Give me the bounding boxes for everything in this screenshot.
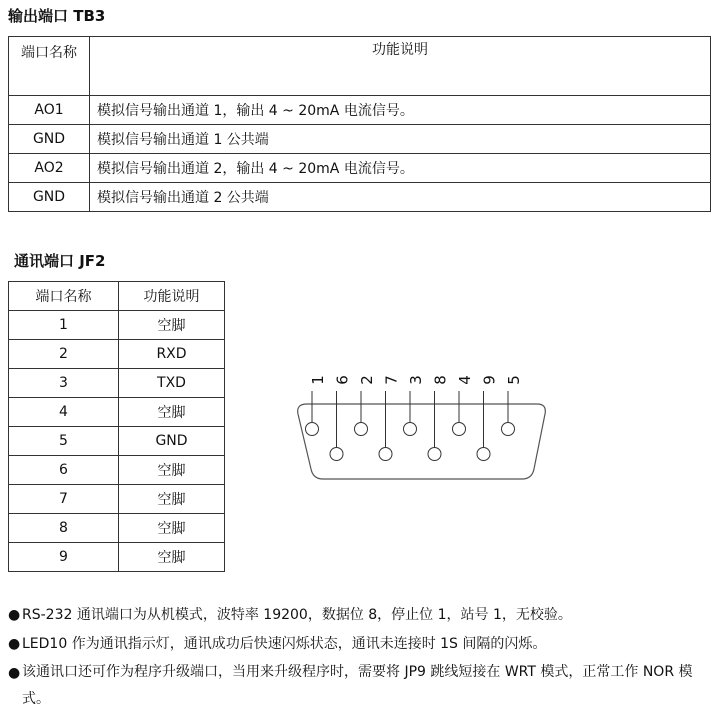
pin-number-cell: 1: [9, 311, 119, 340]
port-name-cell: AO2: [9, 154, 90, 183]
list-item: [8, 630, 714, 659]
pin-function-cell: RXD: [119, 340, 225, 369]
table-row: [9, 183, 711, 212]
table-row: [9, 485, 225, 514]
note-text: 该通讯口还可作为程序升级端口，当用来升级程序时，需要将 JP9 跳线短接在 WRT 模式，正常工作 NOR 模式。: [22, 664, 693, 707]
table-row: [9, 125, 711, 154]
port-name-cell: AO1: [9, 96, 90, 125]
table-row: [9, 96, 711, 125]
pin-function-cell: 空脚: [119, 398, 225, 427]
pin-hole: [355, 423, 368, 436]
pin-function-cell: 空脚: [119, 543, 225, 572]
pin-hole: [404, 423, 417, 436]
pin-number-cell: 4: [9, 398, 119, 427]
table-row: [9, 398, 225, 427]
pin-function-cell: TXD: [119, 369, 225, 398]
notes-list: [8, 601, 714, 713]
table-row: [9, 154, 711, 183]
list-item: [8, 601, 714, 630]
column-header-port-name: 端口名称: [9, 282, 119, 311]
tb3-title: 输出端口 TB3: [8, 7, 106, 25]
column-header-port-name: 端口名称: [9, 37, 90, 96]
pin-number-cell: 5: [9, 427, 119, 456]
pin-label: 9: [480, 375, 499, 385]
pin-number-cell: 7: [9, 485, 119, 514]
note-text: RS-232 通讯端口为从机模式，波特率 19200，数据位 8，停止位 1，站号 1，无校验。: [22, 607, 572, 623]
table-row: [9, 311, 225, 340]
pin-hole: [453, 423, 466, 436]
pin-number-cell: 2: [9, 340, 119, 369]
pin-function-cell: GND: [119, 427, 225, 456]
column-header-function: 功能说明: [119, 282, 225, 311]
pin-number-cell: 8: [9, 514, 119, 543]
pin-label: 6: [333, 375, 352, 385]
pin-function-cell: 空脚: [119, 311, 225, 340]
function-cell: 模拟信号输出通道 1 公共端: [90, 125, 711, 154]
table-header-row: [9, 37, 711, 96]
pin-label: 8: [431, 375, 450, 385]
table-row: [9, 369, 225, 398]
pin-number-cell: 6: [9, 456, 119, 485]
table-row: [9, 543, 225, 572]
column-header-function: 功能说明: [90, 37, 711, 96]
jf2-title: 通讯端口 JF2: [14, 252, 106, 270]
pin-function-cell: 空脚: [119, 485, 225, 514]
pin-hole: [502, 423, 515, 436]
pin-function-cell: 空脚: [119, 514, 225, 543]
pin-hole: [306, 423, 319, 436]
jf2-table: [8, 281, 225, 572]
port-name-cell: GND: [9, 125, 90, 154]
pin-function-cell: 空脚: [119, 456, 225, 485]
function-cell: 模拟信号输出通道 2，输出 4 ~ 20mA 电流信号。: [90, 154, 711, 183]
table-row: [9, 340, 225, 369]
function-cell: 模拟信号输出通道 1，输出 4 ~ 20mA 电流信号。: [90, 96, 711, 125]
table-row: [9, 514, 225, 543]
tb3-table: [8, 36, 711, 212]
pin-hole: [330, 448, 343, 461]
table-row: [9, 427, 225, 456]
pin-hole: [379, 448, 392, 461]
function-cell: 模拟信号输出通道 2 公共端: [90, 183, 711, 212]
pin-label: 1: [309, 375, 327, 385]
pin-hole: [428, 448, 441, 461]
table-header-row: [9, 282, 225, 311]
pin-label: 5: [505, 375, 523, 385]
table-row: [9, 456, 225, 485]
bullet-icon: ●: [8, 607, 21, 623]
port-name-cell: GND: [9, 183, 90, 212]
pin-number-cell: 9: [9, 543, 119, 572]
pin-number-cell: 3: [9, 369, 119, 398]
db9-connector-diagram: [290, 370, 560, 485]
bullet-icon: ●: [8, 665, 21, 681]
bullet-icon: ●: [8, 636, 21, 652]
pin-label: 2: [358, 375, 376, 385]
pin-label: 3: [407, 375, 425, 385]
pin-label: 4: [456, 375, 474, 385]
note-text: LED10 作为通讯指示灯，通讯成功后快速闪烁状态，通讯未连接时 1S 间隔的闪烁。: [22, 636, 547, 652]
pin-hole: [477, 448, 490, 461]
list-item: [8, 659, 714, 713]
pin-label: 7: [382, 375, 401, 385]
